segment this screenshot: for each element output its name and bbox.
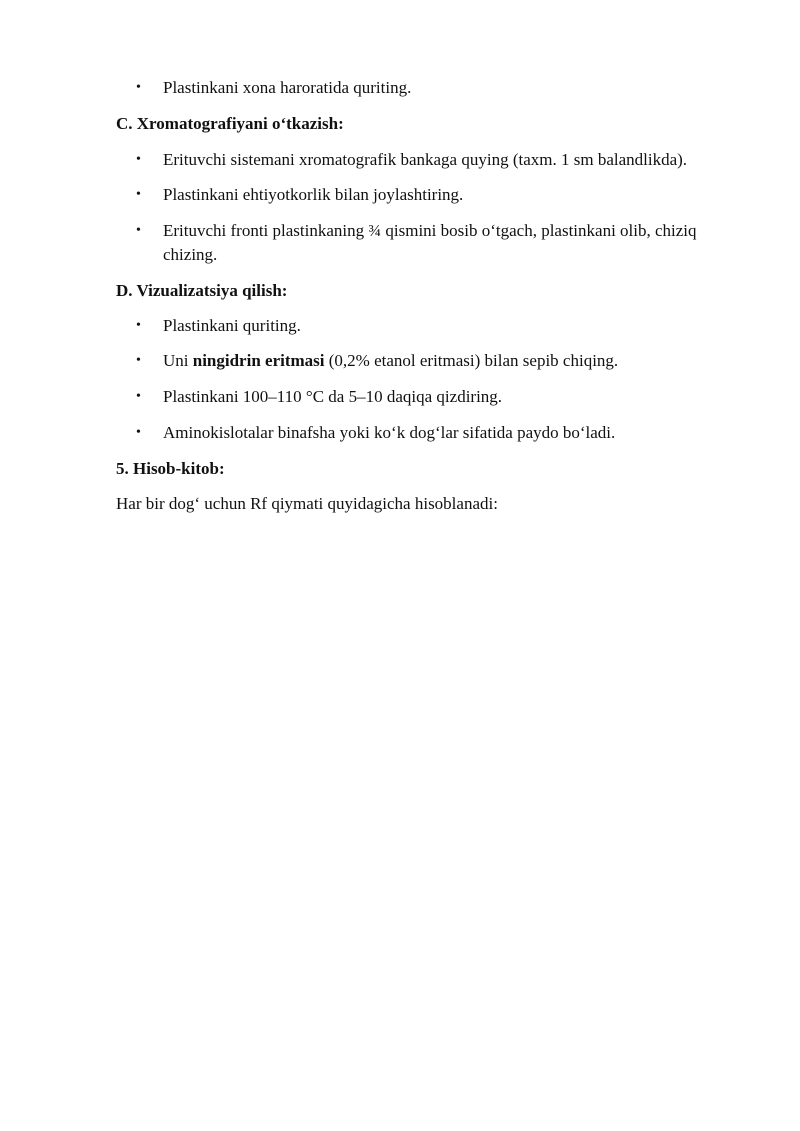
bullet-dot: • xyxy=(136,80,141,95)
bold-term: ningidrin eritmasi xyxy=(192,351,325,370)
list-item-text-line2: chizing. xyxy=(163,245,218,264)
bullet-dot: • xyxy=(136,425,141,440)
bullet-dot: • xyxy=(136,353,141,368)
bullet-dot: • xyxy=(136,187,141,202)
section-heading-c: C. Xromatografiyani o‘tkazish: xyxy=(116,114,344,133)
list-item-text: Erituvchi sistemani xromatografik bankaga quying (taxm. 1 sm balandlikda). xyxy=(163,150,688,169)
section-heading-d: D. Vizualizatsiya qilish: xyxy=(116,281,288,300)
list-item-text: Plastinkani ehtiyotkorlik bilan joylashtiring. xyxy=(163,185,464,204)
bullet-dot: • xyxy=(136,223,141,238)
list-item-text: Aminokislotalar binafsha yoki ko‘k dog‘lar sifatida paydo bo‘ladi. xyxy=(163,423,616,442)
bullet-dot: • xyxy=(136,318,141,333)
section-heading-5: 5. Hisob-kitob: xyxy=(116,459,225,478)
list-item-text-line1: Erituvchi fronti plastinkaning ¾ qismini bosib o‘tgach, plastinkani olib, chiziq xyxy=(163,221,697,240)
paragraph: Har bir dog‘ uchun Rf qiymati quyidagicha hisoblanadi: xyxy=(116,494,498,513)
text-run: Uni xyxy=(163,351,193,370)
list-item-text: Plastinkani quriting. xyxy=(163,316,301,335)
bullet-dot: • xyxy=(136,152,141,167)
list-item-text: Plastinkani 100–110 °C da 5–10 daqiqa qizdiring. xyxy=(163,387,503,406)
list-item-text xyxy=(163,349,753,373)
bullet-dot: • xyxy=(136,389,141,404)
text-run: (0,2% etanol eritmasi) bilan sepib chiqing. xyxy=(324,351,619,370)
list-item-text: Plastinkani xona haroratida quriting. xyxy=(163,78,412,97)
